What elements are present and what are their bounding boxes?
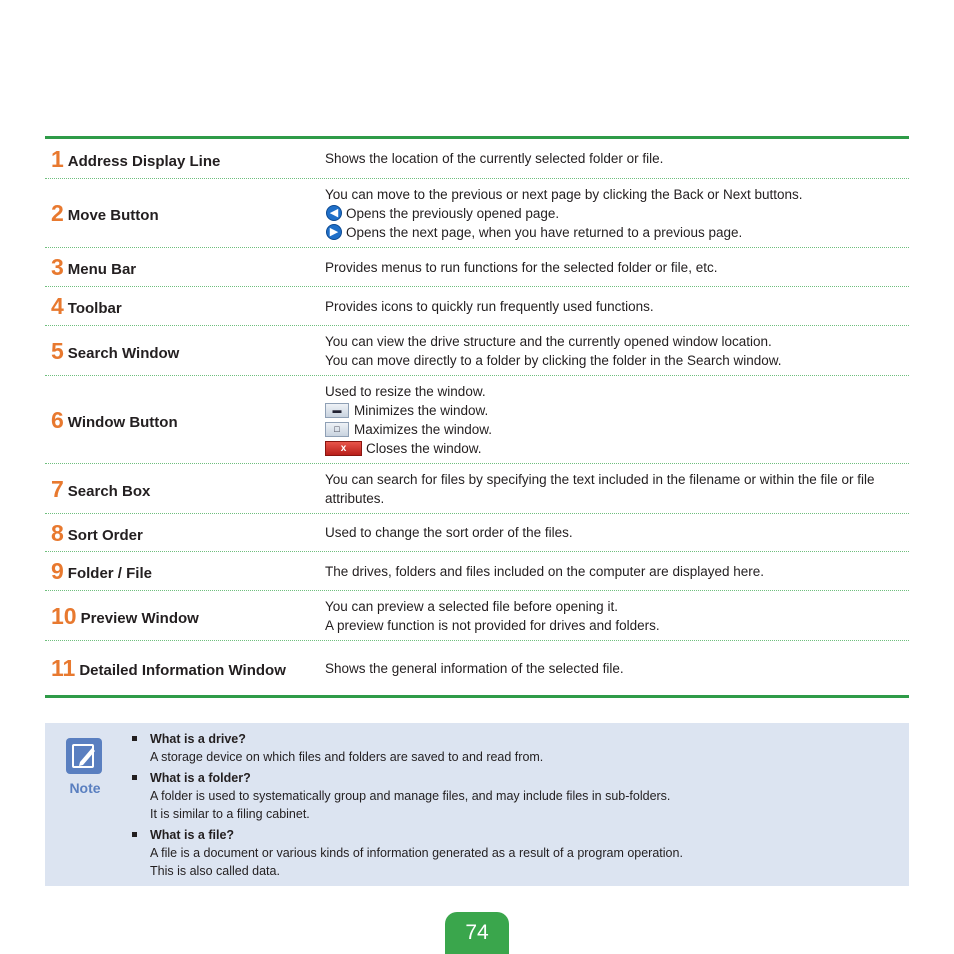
item-number: 4 (51, 293, 64, 319)
description-line: You can move to the previous or next page by clicking the Back or Next buttons. (325, 186, 803, 202)
item-number: 7 (51, 475, 64, 502)
description-line (325, 439, 909, 458)
glossary-table (45, 136, 909, 698)
description-line: You can move directly to a folder by clicking the folder in the Search window. (325, 352, 782, 368)
bullet-icon (132, 832, 137, 837)
back-description: Opens the previously opened page. (346, 205, 560, 221)
item-label: Search Window (67, 344, 180, 362)
note-item (132, 770, 892, 823)
description (325, 297, 909, 316)
next-arrow-icon: ▶ (326, 224, 342, 240)
description-line: Provides icons to quickly run frequently used functions. (325, 298, 654, 314)
description (325, 470, 909, 508)
term (45, 519, 325, 546)
table-row (45, 641, 909, 695)
term (45, 406, 325, 433)
item-number: 6 (51, 406, 64, 433)
term (45, 602, 325, 629)
item-number: 1 (51, 145, 64, 172)
item-number: 3 (51, 254, 64, 280)
description (325, 562, 909, 581)
note-answer: A file is a document or various kinds of information generated as a result of a program operation. (150, 846, 683, 860)
item-number: 9 (51, 558, 64, 584)
term (45, 145, 325, 172)
note-label: Note (69, 780, 101, 796)
term (45, 560, 325, 582)
item-number: 5 (51, 337, 64, 364)
term (45, 657, 325, 679)
note-answer: A storage device on which files and folders are saved to and read from. (150, 750, 544, 764)
note-question: What is a folder? (150, 771, 251, 785)
bullet-icon (132, 736, 137, 741)
description (325, 523, 909, 542)
description-line: Used to change the sort order of the files. (325, 525, 573, 540)
item-label: Window Button (67, 413, 178, 431)
note-answer: It is similar to a filing cabinet. (150, 807, 310, 821)
item-label: Preview Window (80, 609, 199, 627)
item-number: 10 (51, 602, 77, 629)
term (45, 475, 325, 502)
description (325, 332, 909, 370)
table-row (45, 552, 909, 591)
note-box (45, 723, 909, 886)
description-line (325, 420, 909, 439)
note-question: What is a drive? (150, 732, 246, 746)
minimize-description: Minimizes the window. (354, 402, 489, 418)
close-description: Closes the window. (366, 440, 482, 456)
description-line: Shows the general information of the selected file. (325, 660, 624, 676)
description (325, 185, 909, 242)
term (45, 202, 325, 224)
item-label: Search Box (67, 482, 151, 500)
item-number: 8 (51, 519, 64, 546)
term (45, 337, 325, 364)
table-row (45, 464, 909, 514)
item-label: Menu Bar (67, 261, 137, 278)
item-label: Move Button (67, 207, 159, 224)
table-row (45, 514, 909, 552)
item-label: Detailed Information Window (79, 662, 286, 679)
table-row (45, 248, 909, 287)
description-line (325, 204, 909, 223)
note-answer: This is also called data. (150, 864, 280, 878)
description-line: You can preview a selected file before opening it. (325, 598, 618, 614)
description-line: Used to resize the window. (325, 383, 486, 399)
item-label: Address Display Line (67, 152, 221, 170)
bullet-icon (132, 775, 137, 780)
description-line: The drives, folders and files included on the computer are displayed here. (325, 563, 765, 579)
table-row (45, 591, 909, 641)
note-list (132, 731, 892, 884)
page-number: 74 (445, 912, 509, 954)
description-line: Shows the location of the currently selected folder or file. (325, 151, 664, 166)
note-item (132, 827, 892, 880)
item-label: Folder / File (67, 565, 152, 582)
close-window-icon: x (325, 441, 362, 456)
item-label: Sort Order (67, 526, 143, 544)
next-description: Opens the next page, when you have returned to a previous page. (346, 224, 743, 240)
note-item (132, 731, 892, 766)
description (325, 597, 909, 635)
item-number: 2 (51, 200, 64, 226)
description (325, 382, 909, 458)
minimize-window-icon: ▬ (325, 403, 349, 418)
item-label: Toolbar (67, 300, 122, 317)
description-line (325, 401, 909, 420)
table-row (45, 139, 909, 179)
term (45, 256, 325, 278)
description-line: Provides menus to run functions for the selected folder or file, etc. (325, 259, 718, 275)
table-row (45, 287, 909, 326)
term (45, 295, 325, 317)
table-row (45, 376, 909, 464)
description (325, 659, 909, 678)
maximize-window-icon: □ (325, 422, 349, 437)
description (325, 149, 909, 168)
description (325, 258, 909, 277)
table-row (45, 326, 909, 376)
back-arrow-icon: ◀ (326, 205, 342, 221)
pencil-note-icon (66, 738, 102, 774)
description-line: You can view the drive structure and the currently opened window location. (325, 333, 772, 349)
description-line: A preview function is not provided for drives and folders. (325, 617, 660, 633)
table-row (45, 179, 909, 248)
description-line: You can search for files by specifying the text included in the filename or within the file or file attributes. (325, 471, 875, 506)
note-answer: A folder is used to systematically group and manage files, and may include files in sub-folders. (150, 789, 671, 803)
description-line (325, 223, 909, 242)
maximize-description: Maximizes the window. (354, 421, 493, 437)
note-question: What is a file? (150, 828, 235, 842)
item-number: 11 (51, 655, 76, 681)
